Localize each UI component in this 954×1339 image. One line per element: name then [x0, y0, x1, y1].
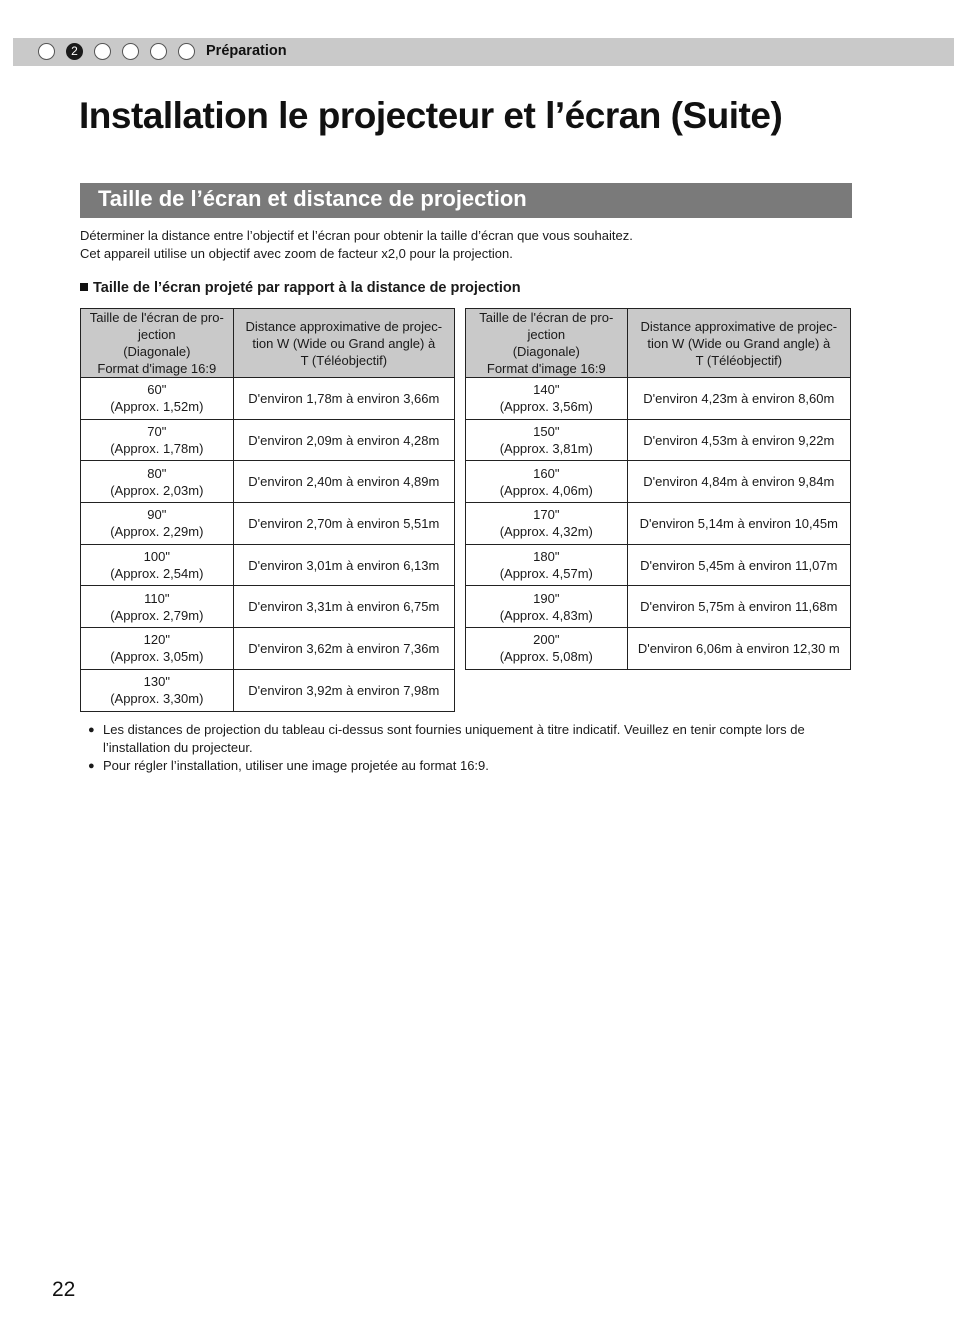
- header-screen-size: Taille de l'écran de pro- jection (Diagonale) Format d'image 16:9: [466, 309, 628, 378]
- screen-size-cell: 170" (Approx. 4,32m): [466, 503, 628, 545]
- square-bullet-icon: [80, 283, 88, 291]
- distance-table-right: [465, 308, 851, 670]
- distance-cell: D'environ 4,84m à environ 9,84m: [627, 461, 850, 503]
- distance-cell: D'environ 2,70m à environ 5,51m: [233, 503, 454, 545]
- distance-table-left: [80, 308, 455, 712]
- chapter-section-name: Préparation: [206, 43, 287, 59]
- bullet-dot-icon: ●: [88, 724, 95, 736]
- chapter-header-bar: [13, 38, 954, 66]
- header-projection-distance: Distance approximative de projec- tion W (Wide ou Grand angle) à T (Téléobjectif): [627, 309, 850, 378]
- distance-cell: D'environ 5,45m à environ 11,07m: [627, 544, 850, 586]
- distance-cell: D'environ 3,31m à environ 6,75m: [233, 586, 454, 628]
- intro-line-2: Cet appareil utilise un objectif avec zoom de facteur x2,0 pour la projection.: [80, 246, 513, 261]
- distance-cell: D'environ 2,40m à environ 4,89m: [233, 461, 454, 503]
- chapter-step-indicator: [38, 43, 206, 60]
- table-row: [466, 378, 851, 420]
- screen-size-cell: 160" (Approx. 4,06m): [466, 461, 628, 503]
- header-screen-size: Taille de l'écran de pro- jection (Diagonale) Format d'image 16:9: [81, 309, 234, 378]
- step-circle-5: [150, 43, 167, 60]
- step-circle-2-active: 2: [66, 43, 83, 60]
- page-number: 22: [52, 1278, 76, 1301]
- screen-size-cell: 180" (Approx. 4,57m): [466, 544, 628, 586]
- step-circle-1: [38, 43, 55, 60]
- distance-cell: D'environ 3,62m à environ 7,36m: [233, 628, 454, 670]
- note-item: [88, 721, 868, 757]
- table-row: [81, 503, 455, 545]
- intro-text: [80, 227, 633, 263]
- page-title: Installation le projecteur et l’écran (Suite): [79, 95, 783, 136]
- table-row: [466, 628, 851, 670]
- distance-cell: D'environ 3,01m à environ 6,13m: [233, 544, 454, 586]
- screen-size-cell: 130" (Approx. 3,30m): [81, 669, 234, 711]
- table-row: [81, 544, 455, 586]
- screen-size-cell: 140" (Approx. 3,56m): [466, 378, 628, 420]
- screen-size-cell: 70" (Approx. 1,78m): [81, 419, 234, 461]
- note-text: Les distances de projection du tableau ci-dessus sont fournies uniquement à titre indicatif. Veuillez en tenir compte lors de l’installation du projecteur.: [103, 722, 805, 755]
- screen-size-cell: 80" (Approx. 2,03m): [81, 461, 234, 503]
- table-row: [81, 669, 455, 711]
- table-row: [466, 544, 851, 586]
- screen-size-cell: 100" (Approx. 2,54m): [81, 544, 234, 586]
- table-row: [81, 461, 455, 503]
- screen-size-cell: 90" (Approx. 2,29m): [81, 503, 234, 545]
- table-title: [80, 280, 521, 296]
- distance-cell: D'environ 6,06m à environ 12,30 m: [627, 628, 850, 670]
- bullet-dot-icon: ●: [88, 760, 95, 772]
- screen-size-cell: 190" (Approx. 4,83m): [466, 586, 628, 628]
- table-row: [466, 586, 851, 628]
- notes-list: [88, 721, 868, 775]
- table-row: [466, 503, 851, 545]
- section-subheading: Taille de l’écran et distance de projection: [80, 183, 852, 218]
- step-circle-6: [178, 43, 195, 60]
- distance-cell: D'environ 1,78m à environ 3,66m: [233, 378, 454, 420]
- table-row: [81, 419, 455, 461]
- distance-cell: D'environ 5,75m à environ 11,68m: [627, 586, 850, 628]
- table-header-row: [81, 309, 455, 378]
- table-header-row: [466, 309, 851, 378]
- table-title-text: Taille de l’écran projeté par rapport à la distance de projection: [93, 280, 521, 296]
- screen-size-cell: 110" (Approx. 2,79m): [81, 586, 234, 628]
- note-item: [88, 757, 868, 775]
- step-circle-3: [94, 43, 111, 60]
- distance-cell: D'environ 4,23m à environ 8,60m: [627, 378, 850, 420]
- table-row: [466, 461, 851, 503]
- screen-size-cell: 150" (Approx. 3,81m): [466, 419, 628, 461]
- intro-line-1: Déterminer la distance entre l’objectif et l’écran pour obtenir la taille d’écran que vous souhaitez.: [80, 228, 633, 243]
- header-projection-distance: Distance approximative de projec- tion W (Wide ou Grand angle) à T (Téléobjectif): [233, 309, 454, 378]
- table-row: [81, 378, 455, 420]
- distance-cell: D'environ 2,09m à environ 4,28m: [233, 419, 454, 461]
- table-row: [466, 419, 851, 461]
- distance-cell: D'environ 4,53m à environ 9,22m: [627, 419, 850, 461]
- distance-cell: D'environ 5,14m à environ 10,45m: [627, 503, 850, 545]
- table-row: [81, 586, 455, 628]
- distance-cell: D'environ 3,92m à environ 7,98m: [233, 669, 454, 711]
- screen-size-cell: 200" (Approx. 5,08m): [466, 628, 628, 670]
- note-text: Pour régler l’installation, utiliser une image projetée au format 16:9.: [103, 758, 489, 773]
- step-circle-4: [122, 43, 139, 60]
- screen-size-cell: 120" (Approx. 3,05m): [81, 628, 234, 670]
- screen-size-cell: 60" (Approx. 1,52m): [81, 378, 234, 420]
- table-row: [81, 628, 455, 670]
